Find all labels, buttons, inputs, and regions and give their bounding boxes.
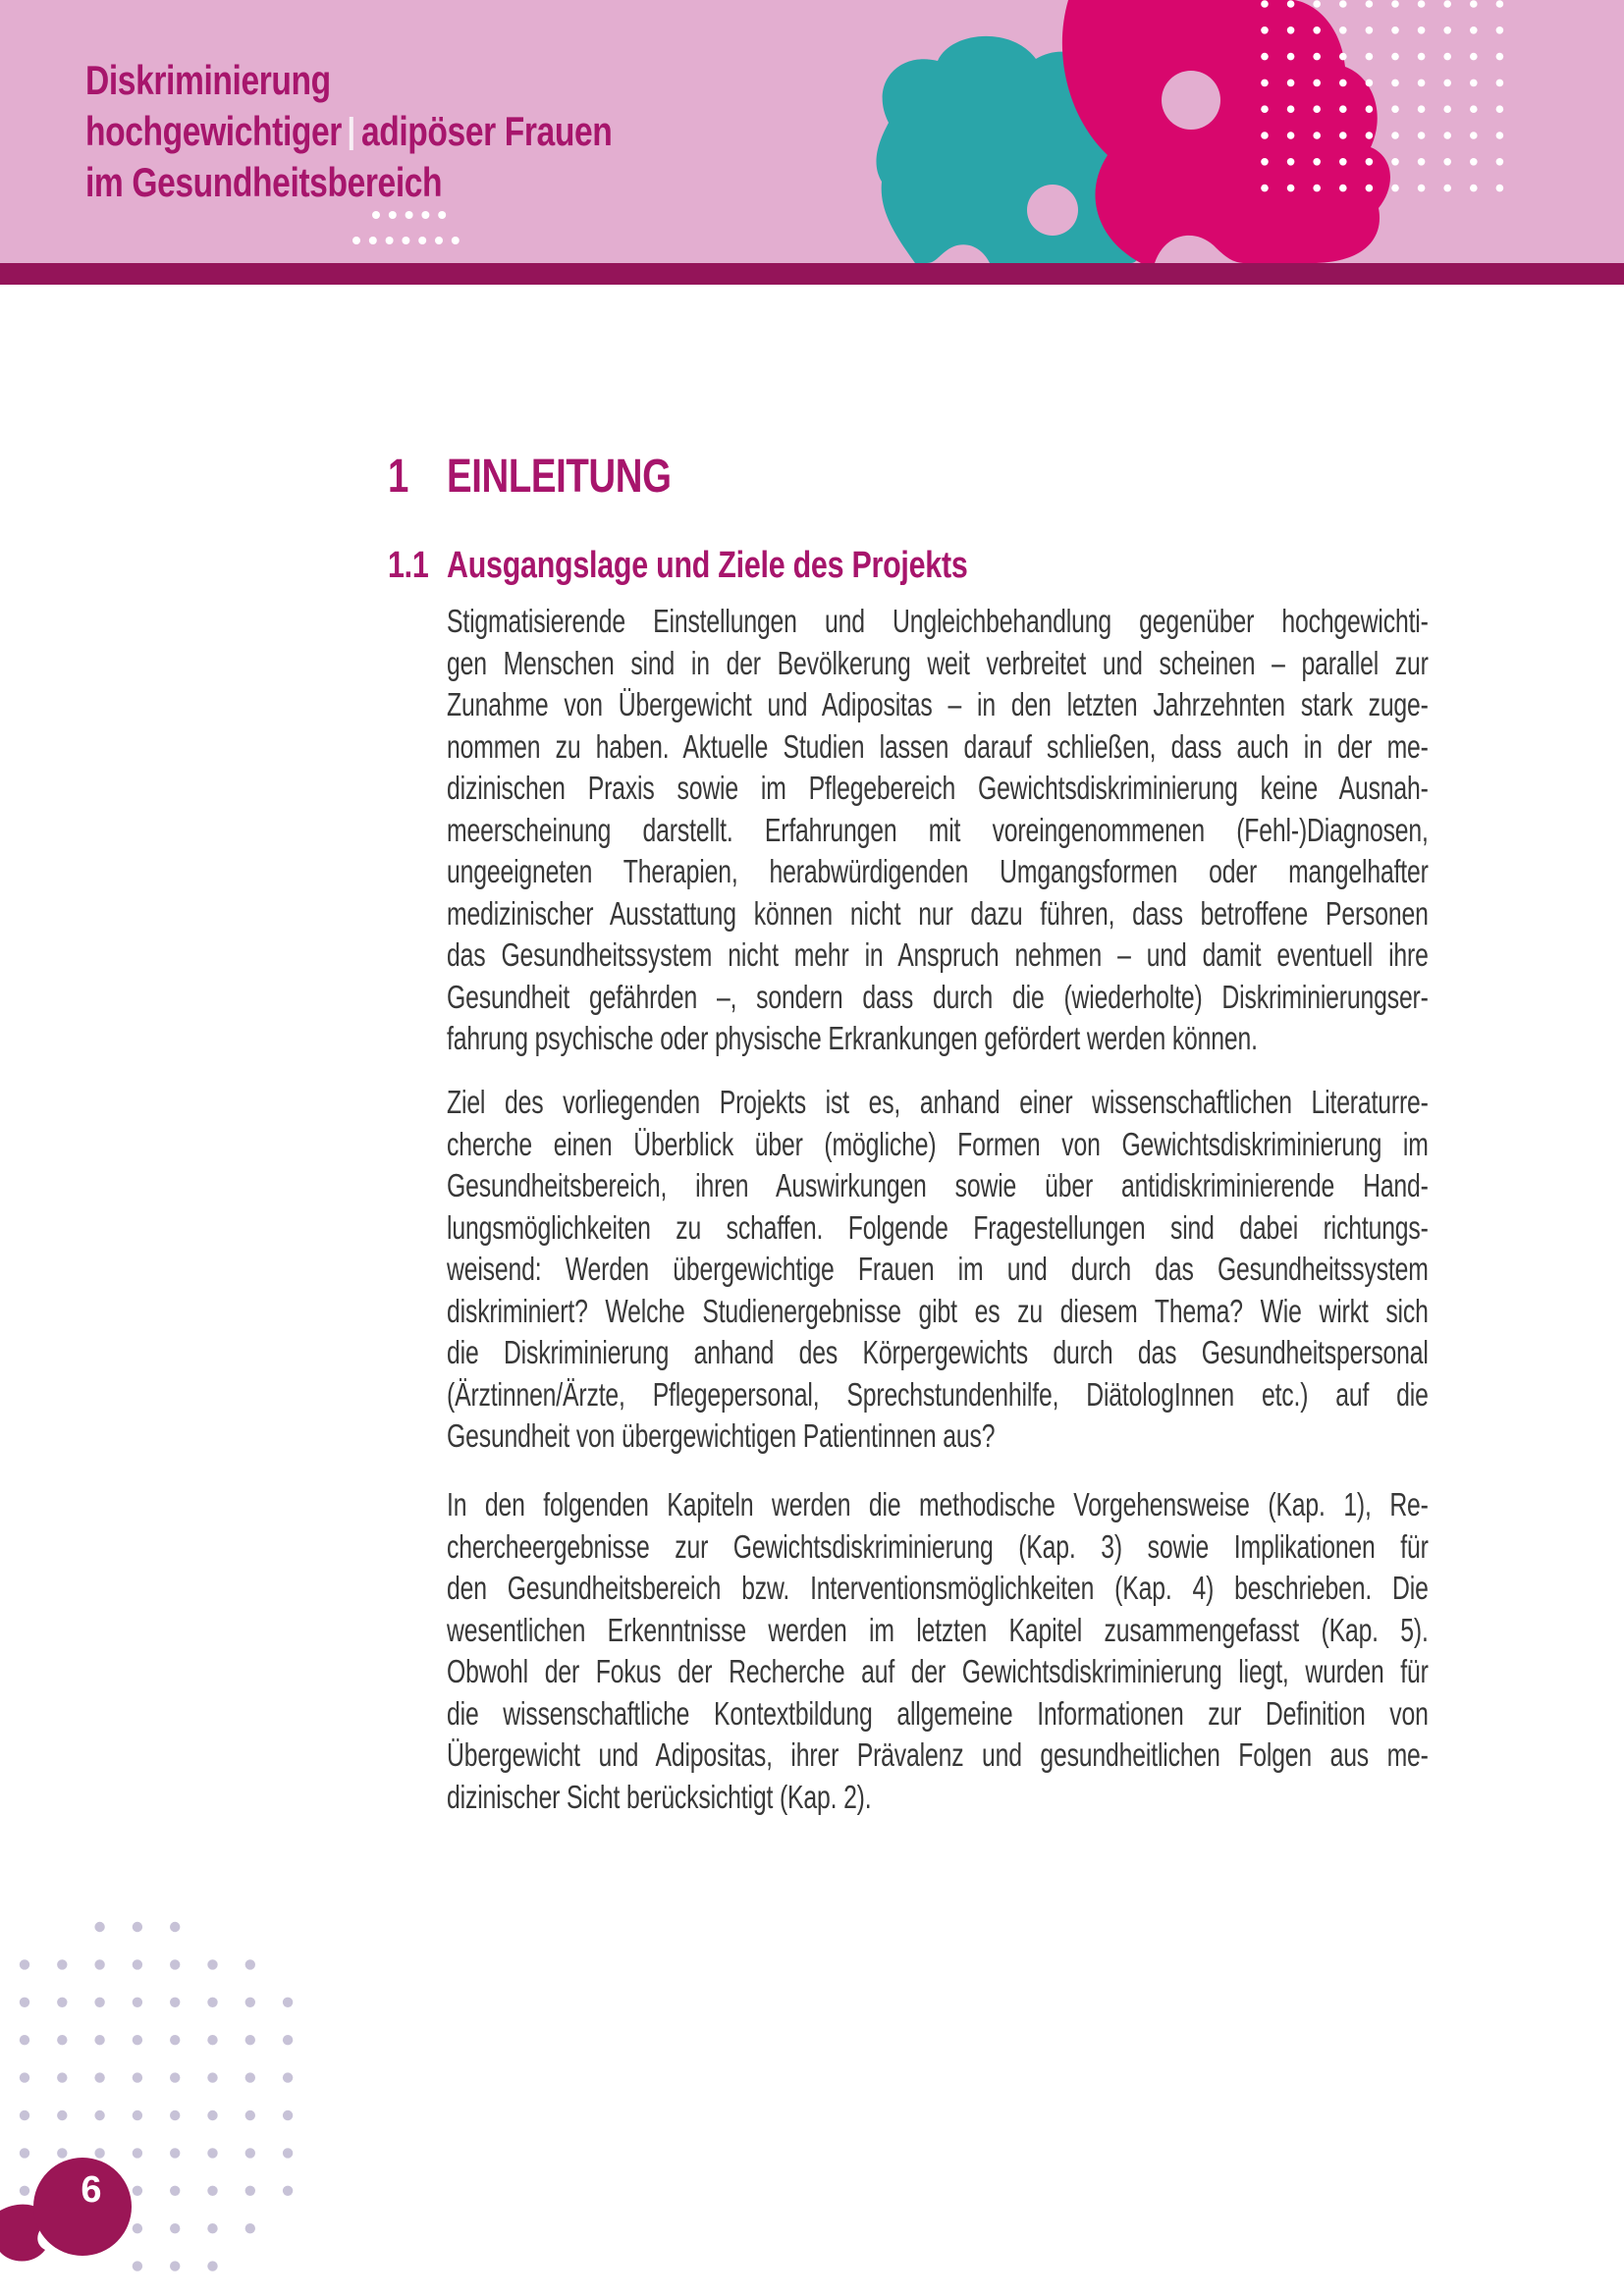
text-line: Gesundheit von übergewichtigen Patientinnen aus? xyxy=(447,1417,996,1454)
decor-dot xyxy=(94,2072,104,2082)
decor-dot xyxy=(1496,27,1504,34)
decor-dot xyxy=(170,1998,180,2007)
decor-dot xyxy=(389,211,397,219)
text-line: cherche einen Überblick über (mögliche) Formen von Gewichtsdiskriminierung im xyxy=(447,1125,1429,1162)
decor-dot xyxy=(20,2110,29,2120)
decor-dot xyxy=(1366,27,1374,34)
bottom-decoration xyxy=(0,1904,334,2296)
decor-dot xyxy=(1470,0,1478,8)
decor-dot xyxy=(207,2072,217,2082)
decor-dot xyxy=(438,211,446,219)
decor-dot xyxy=(352,237,360,244)
decor-dot xyxy=(1313,53,1321,61)
decor-dot xyxy=(245,2035,255,2045)
decor-dot xyxy=(1261,132,1269,139)
decor-dot xyxy=(20,1959,29,1969)
decor-dot xyxy=(20,2072,29,2082)
decor-dot xyxy=(1339,53,1347,61)
decor-dot xyxy=(1496,105,1504,113)
text-line: die Diskriminierung anhand des Körpergewichts durch das Gesundheitspersonal xyxy=(447,1334,1429,1370)
decor-dot xyxy=(1418,53,1426,61)
decor-dot xyxy=(207,1959,217,1969)
decor-dot xyxy=(283,2035,293,2045)
decor-dot xyxy=(1496,158,1504,166)
decor-dot xyxy=(1339,185,1347,192)
decor-dot xyxy=(421,211,429,219)
decor-dot xyxy=(133,1922,142,1932)
decor-dot xyxy=(94,2035,104,2045)
text-line: Ziel des vorliegenden Projekts ist es, anhand einer wissenschaftlichen Literaturre- xyxy=(447,1084,1429,1120)
decor-dot xyxy=(402,237,409,244)
decor-dot xyxy=(57,2035,67,2045)
decor-dot xyxy=(283,1998,293,2007)
decor-dot xyxy=(245,2110,255,2120)
decor-dot xyxy=(1391,27,1399,34)
decor-dot xyxy=(1418,185,1426,192)
section-heading xyxy=(388,452,672,504)
decor-dot xyxy=(1391,80,1399,87)
text-line: lungsmöglichkeiten zu schaffen. Folgende Fragestellungen sind dabei richtungs- xyxy=(447,1208,1429,1246)
text-line: den Gesundheitsbereich bzw. Interventionsmöglichkeiten (Kap. 4) beschrieben. Die xyxy=(447,1570,1429,1606)
text-line: dizinischer Sicht berücksichtigt (Kap. 2). xyxy=(447,1778,872,1815)
decor-dot xyxy=(1366,105,1374,113)
decor-dot xyxy=(1287,0,1295,8)
decor-dot xyxy=(1391,53,1399,61)
title-line-1: Diskriminierung xyxy=(85,57,331,103)
decor-dot xyxy=(94,1922,104,1932)
decor-dot xyxy=(245,2072,255,2082)
decor-dot xyxy=(57,1998,67,2007)
decor-dot xyxy=(1418,27,1426,34)
decor-dot xyxy=(1287,158,1295,166)
decor-dot xyxy=(372,211,380,219)
decor-dot xyxy=(1287,105,1295,113)
decor-dot xyxy=(170,2110,180,2120)
text-line: Gesundheit gefährden –, sondern dass durch die (wiederholte) Diskriminierungser- xyxy=(447,978,1429,1015)
paragraph-1 xyxy=(447,601,1429,1060)
page-number: 6 xyxy=(81,2169,102,2211)
decor-dot xyxy=(1339,27,1347,34)
text-line: meerscheinung darstellt. Erfahrungen mit voreingenommenen (Fehl-)Diagnosen, xyxy=(447,811,1429,848)
decor-dot xyxy=(1366,0,1374,8)
decor-dot xyxy=(1261,185,1269,192)
decor-dot xyxy=(1339,132,1347,139)
text-line: dizinischen Praxis sowie im Pflegebereich Gewichtsdiskriminierung keine Ausnah- xyxy=(447,770,1429,806)
decor-dot xyxy=(1287,27,1295,34)
decor-dot xyxy=(1313,132,1321,139)
decor-dot xyxy=(133,2035,142,2045)
text-line: medizinischer Ausstattung können nicht nur dazu führen, dass betroffene Personen xyxy=(447,894,1429,932)
decor-dot xyxy=(386,237,394,244)
decor-dot xyxy=(94,1998,104,2007)
decor-dot xyxy=(1287,53,1295,61)
decor-dot xyxy=(1339,0,1347,8)
decor-dot xyxy=(283,2186,293,2196)
decor-dot xyxy=(1313,185,1321,192)
decor-dot xyxy=(1287,132,1295,139)
decor-dot xyxy=(283,2110,293,2120)
title-line-3: im Gesundheitsbereich xyxy=(85,159,443,205)
decor-dot xyxy=(170,1959,180,1969)
header-rule xyxy=(0,263,1624,285)
decor-dot xyxy=(1470,185,1478,192)
decor-dot xyxy=(57,2110,67,2120)
decor-dot xyxy=(170,2035,180,2045)
decor-dot xyxy=(20,2035,29,2045)
decor-dot xyxy=(1261,158,1269,166)
decor-dot xyxy=(1391,185,1399,192)
decor-dot xyxy=(1443,132,1451,139)
decor-dot xyxy=(1470,80,1478,87)
decor-dot xyxy=(207,2261,217,2270)
decor-dot xyxy=(133,1959,142,1969)
decor-dot xyxy=(57,2148,67,2158)
decor-dot xyxy=(170,2223,180,2233)
decor-dot xyxy=(418,237,426,244)
decor-dot xyxy=(133,2223,142,2233)
decor-dot xyxy=(1418,158,1426,166)
text-line: nommen zu haben. Aktuelle Studien lassen darauf schließen, dass auch in der me- xyxy=(447,727,1429,765)
text-line: ungeeigneten Therapien, herabwürdigenden Umgangsformen oder mangelhafter xyxy=(447,853,1429,889)
text-line: (Ärztinnen/Ärzte, Pflegepersonal, Sprechstundenhilfe, DiätologInnen etc.) auf die xyxy=(447,1375,1429,1413)
decor-dot xyxy=(1418,0,1426,8)
decor-dot xyxy=(1313,158,1321,166)
decor-dot xyxy=(245,2186,255,2196)
decor-dot xyxy=(1261,27,1269,34)
paragraph-3 xyxy=(447,1484,1429,1818)
decor-dot xyxy=(1287,185,1295,192)
text-line: Gesundheitsbereich, ihren Auswirkungen sowie über antidiskriminierende Hand- xyxy=(447,1167,1429,1203)
decor-dot xyxy=(1418,105,1426,113)
decor-dot xyxy=(1261,0,1269,8)
subsection-number: 1.1 xyxy=(388,545,429,586)
decor-dot xyxy=(207,2035,217,2045)
dot-grid-under-title xyxy=(352,211,460,244)
decor-dot xyxy=(207,2110,217,2120)
decor-dot xyxy=(1366,132,1374,139)
decor-dot xyxy=(1496,53,1504,61)
decor-dot xyxy=(1339,105,1347,113)
title-line-2b: adipöser Frauen xyxy=(360,108,613,154)
decor-dot xyxy=(245,1998,255,2007)
decor-dot xyxy=(406,211,413,219)
decor-dot xyxy=(1391,132,1399,139)
decor-dot xyxy=(1443,53,1451,61)
document-title xyxy=(85,55,612,208)
decor-dot xyxy=(1313,105,1321,113)
decor-dot xyxy=(207,1998,217,2007)
decor-dot xyxy=(1261,80,1269,87)
decor-dot xyxy=(1313,27,1321,34)
decor-dot xyxy=(1339,80,1347,87)
text-line: Zunahme von Übergewicht und Adipositas – in den letzten Jahrzehnten stark zuge- xyxy=(447,686,1429,722)
decor-dot xyxy=(1443,105,1451,113)
decor-dot xyxy=(133,2261,142,2270)
decor-dot xyxy=(57,2072,67,2082)
decor-dot xyxy=(452,237,460,244)
text-line: fahrung psychische oder physische Erkrankungen gefördert werden können. xyxy=(447,1020,1258,1056)
decor-dot xyxy=(1496,0,1504,8)
decor-dot xyxy=(20,1998,29,2007)
decor-dot xyxy=(245,2148,255,2158)
decor-dot xyxy=(435,237,443,244)
text-line: wesentlichen Erkenntnisse werden im letzten Kapitel zusammengefasst (Kap. 5). xyxy=(447,1611,1429,1648)
decor-dot xyxy=(1443,0,1451,8)
decor-dot xyxy=(1443,27,1451,34)
decor-dot xyxy=(283,2072,293,2082)
teal-blob-hole xyxy=(1027,185,1078,236)
decor-dot xyxy=(1366,53,1374,61)
section-title: EINLEITUNG xyxy=(447,451,672,503)
decor-dot xyxy=(57,1959,67,1969)
decor-dot xyxy=(133,2148,142,2158)
decor-dot xyxy=(1496,185,1504,192)
decor-dot xyxy=(1443,185,1451,192)
decor-dot xyxy=(1366,158,1374,166)
decor-dot xyxy=(1261,105,1269,113)
decor-dot xyxy=(1496,80,1504,87)
decor-dot xyxy=(1313,80,1321,87)
text-line: diskriminiert? Welche Studienergebnisse gibt es zu diesem Thema? Wie wirkt sich xyxy=(447,1292,1429,1329)
decor-dot xyxy=(1261,53,1269,61)
decor-dot xyxy=(94,2110,104,2120)
header-band xyxy=(0,0,1624,263)
decor-dot xyxy=(207,2186,217,2196)
decor-dot xyxy=(1418,132,1426,139)
decor-dot xyxy=(94,1959,104,1969)
decor-dot xyxy=(245,2223,255,2233)
paragraph-2 xyxy=(447,1082,1429,1458)
decor-dot xyxy=(369,237,377,244)
decor-dot xyxy=(1391,105,1399,113)
text-line: chercheergebnisse zur Gewichtsdiskriminierung (Kap. 3) sowie Implikationen für xyxy=(447,1527,1429,1565)
decor-dot xyxy=(1313,0,1321,8)
decor-dot xyxy=(207,2223,217,2233)
decor-dot xyxy=(1470,53,1478,61)
decor-dot xyxy=(1339,158,1347,166)
decor-dot xyxy=(245,1959,255,1969)
decor-dot xyxy=(20,2148,29,2158)
decor-dot xyxy=(133,2110,142,2120)
decor-dot xyxy=(1470,158,1478,166)
decor-dot xyxy=(1443,80,1451,87)
decor-dot xyxy=(1443,158,1451,166)
decor-dot xyxy=(170,1922,180,1932)
text-line: weisend: Werden übergewichtige Frauen im und durch das Gesundheitssystem xyxy=(447,1251,1429,1287)
decor-dot xyxy=(1418,80,1426,87)
title-line-2a: hochgewichtiger xyxy=(85,108,342,154)
text-line: In den folgenden Kapiteln werden die methodische Vorgehensweise (Kap. 1), Re- xyxy=(447,1486,1429,1522)
decor-dot xyxy=(1470,105,1478,113)
decor-dot xyxy=(170,2186,180,2196)
decor-dot xyxy=(133,1998,142,2007)
decor-dot xyxy=(1391,0,1399,8)
decor-dot xyxy=(1287,80,1295,87)
text-line: Obwohl der Fokus der Recherche auf der Gewichtsdiskriminierung liegt, wurden für xyxy=(447,1653,1429,1689)
decor-dot xyxy=(1366,185,1374,192)
decor-dot xyxy=(133,2186,142,2196)
decor-dot xyxy=(1391,158,1399,166)
decor-dot xyxy=(1496,132,1504,139)
decor-dot xyxy=(1366,80,1374,87)
decor-dot xyxy=(283,2148,293,2158)
title-separator-bar xyxy=(350,117,353,150)
magenta-blob-hole xyxy=(1162,71,1220,130)
decor-dot xyxy=(1470,27,1478,34)
text-line: gen Menschen sind in der Bevölkerung weit verbreitet und scheinen – parallel zur xyxy=(447,644,1429,681)
text-line: die wissenschaftliche Kontextbildung allgemeine Informationen zur Definition von xyxy=(447,1694,1429,1732)
decor-dot xyxy=(1470,132,1478,139)
text-line: Stigmatisierende Einstellungen und Ungleichbehandlung gegenüber hochgewichti- xyxy=(447,603,1429,639)
decor-dot xyxy=(133,2072,142,2082)
decor-dot xyxy=(207,2148,217,2158)
decor-dot xyxy=(170,2072,180,2082)
section-number: 1 xyxy=(388,451,408,503)
subsection-heading xyxy=(388,546,968,587)
decor-dot xyxy=(170,2148,180,2158)
decor-dot xyxy=(94,2148,104,2158)
text-line: das Gesundheitssystem nicht mehr in Anspruch nehmen – und damit eventuell ihre xyxy=(447,936,1429,973)
magenta-blob-shape xyxy=(1062,0,1390,263)
subsection-title: Ausgangslage und Ziele des Projekts xyxy=(447,545,968,586)
text-line: Übergewicht und Adipositas, ihrer Prävalenz und gesundheitlichen Folgen aus me- xyxy=(447,1736,1429,1773)
decor-dot xyxy=(20,2186,29,2196)
decor-dot xyxy=(170,2261,180,2270)
